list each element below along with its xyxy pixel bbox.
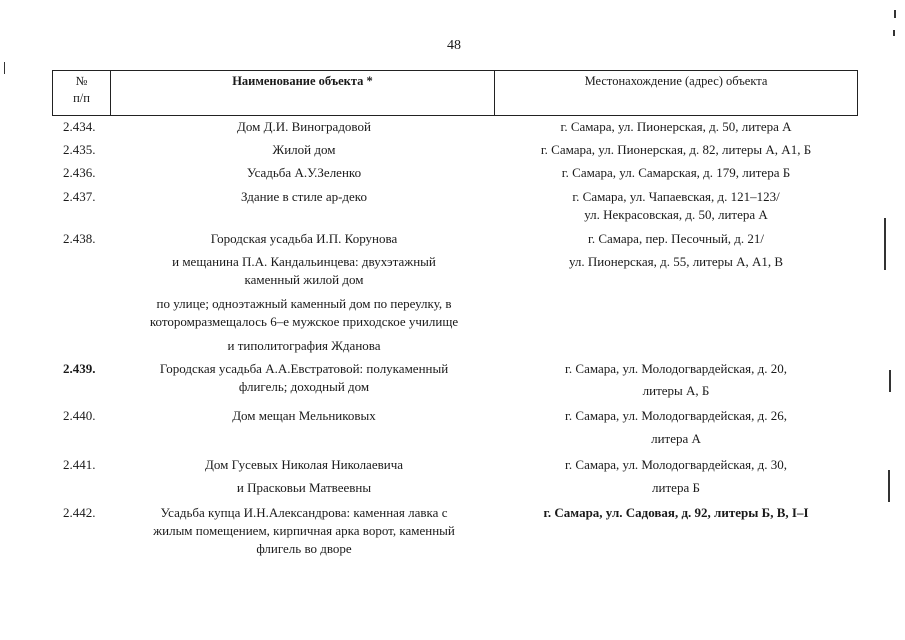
object-name — [113, 504, 495, 558]
object-name-line: и типолитография Жданова — [227, 338, 381, 353]
object-location — [497, 118, 855, 136]
object-name-line: Дом мещан Мельниковых — [232, 408, 376, 423]
object-name — [113, 407, 495, 425]
object-location — [497, 188, 855, 224]
object-location — [497, 407, 855, 448]
object-location — [497, 230, 855, 271]
header-number-symbol: № — [75, 74, 88, 88]
object-location-line: г. Самара, ул. Садовая, д. 92, литеры Б, В, I–I — [543, 505, 809, 520]
object-name-line: и мещанина П.А. Кандальинцева: двухэтажный — [172, 254, 436, 269]
object-name — [113, 164, 495, 182]
object-location-line: г. Самара, ул. Молодогвардейская, д. 20, — [565, 361, 787, 376]
object-name-line: Усадьба купца И.Н.Александрова: каменная лавка с — [160, 505, 448, 520]
object-location-line: литера А — [651, 431, 701, 446]
scan-mark — [889, 370, 891, 392]
object-name-line: по улице; одноэтажный каменный дом по переулку, в — [156, 296, 452, 311]
object-location-line: г. Самара, ул. Молодогвардейская, д. 30, — [565, 457, 787, 472]
object-name — [113, 456, 495, 497]
object-name-line: которомразмещалось 6–е мужское приходское училище — [149, 314, 459, 329]
header-number-column — [53, 73, 110, 107]
scan-mark — [893, 30, 895, 36]
object-name-line: флигель; доходный дом — [238, 379, 370, 394]
scan-mark — [894, 10, 896, 18]
object-name-line: Дом Д.И. Виноградовой — [237, 119, 371, 134]
object-name — [113, 118, 495, 136]
object-location-line: г. Самара, ул. Пионерская, д. 50, литера А — [560, 119, 792, 134]
scan-mark — [4, 62, 5, 74]
row-number: 2.440. — [63, 408, 96, 423]
object-location-line: г. Самара, ул. Самарская, д. 179, литера Б — [561, 165, 791, 180]
object-location — [497, 164, 855, 182]
object-name-line: Усадьба А.У.Зеленко — [246, 165, 362, 180]
object-name-line: каменный жилой дом — [244, 272, 364, 287]
object-location-line: литеры А, Б — [642, 383, 710, 398]
object-location-line: г. Самара, пер. Песочный, д. 21/ — [587, 231, 765, 246]
object-name — [113, 230, 495, 355]
row-number: 2.434. — [63, 119, 96, 134]
object-location — [497, 141, 855, 159]
row-number: 2.435. — [63, 142, 96, 157]
object-name-line: жилым помещением, кирпичная арка ворот, каменный — [153, 523, 455, 538]
object-location-line: г. Самара, ул. Чапаевская, д. 121–123/ — [572, 189, 780, 204]
object-name-line: Жилой дом — [272, 142, 336, 157]
object-name-line: Дом Гусевых Николая Николаевича — [204, 457, 403, 472]
object-location-line: литера Б — [652, 480, 700, 495]
object-name — [113, 360, 495, 396]
object-name — [113, 141, 495, 159]
scan-mark — [884, 218, 886, 270]
object-location — [497, 360, 855, 400]
row-number: 2.436. — [63, 165, 96, 180]
header-number-abbr: п/п — [73, 91, 90, 105]
row-number: 2.441. — [63, 457, 96, 472]
row-number: 2.442. — [63, 505, 96, 520]
page-number: 48 — [447, 38, 461, 53]
object-name-line: и Прасковьи Матвеевны — [236, 480, 372, 495]
scan-mark — [888, 470, 890, 502]
row-number: 2.437. — [63, 189, 96, 204]
object-name — [113, 188, 495, 206]
object-location — [497, 504, 855, 522]
object-name-line: флигель во дворе — [256, 541, 352, 556]
object-location-line: ул. Некрасовская, д. 50, литера А — [584, 207, 768, 222]
object-location — [497, 456, 855, 497]
header-location-column: Местонахождение (адрес) объекта — [584, 74, 768, 88]
object-location-line: г. Самара, ул. Пионерская, д. 82, литеры А, А1, Б — [540, 142, 812, 157]
header-name-column: Наименование объекта * — [232, 74, 373, 88]
row-number: 2.439. — [63, 361, 96, 376]
object-location-line: ул. Пионерская, д. 55, литеры А, А1, В — [568, 254, 784, 269]
object-name-line: Городская усадьба И.П. Корунова — [210, 231, 398, 246]
object-name-line: Городская усадьба А.А.Евстратовой: полукаменный — [159, 361, 449, 376]
row-number: 2.438. — [63, 231, 96, 246]
object-name-line: Здание в стиле ар-деко — [241, 189, 367, 204]
table-header — [52, 70, 858, 116]
object-location-line: г. Самара, ул. Молодогвардейская, д. 26, — [565, 408, 787, 423]
